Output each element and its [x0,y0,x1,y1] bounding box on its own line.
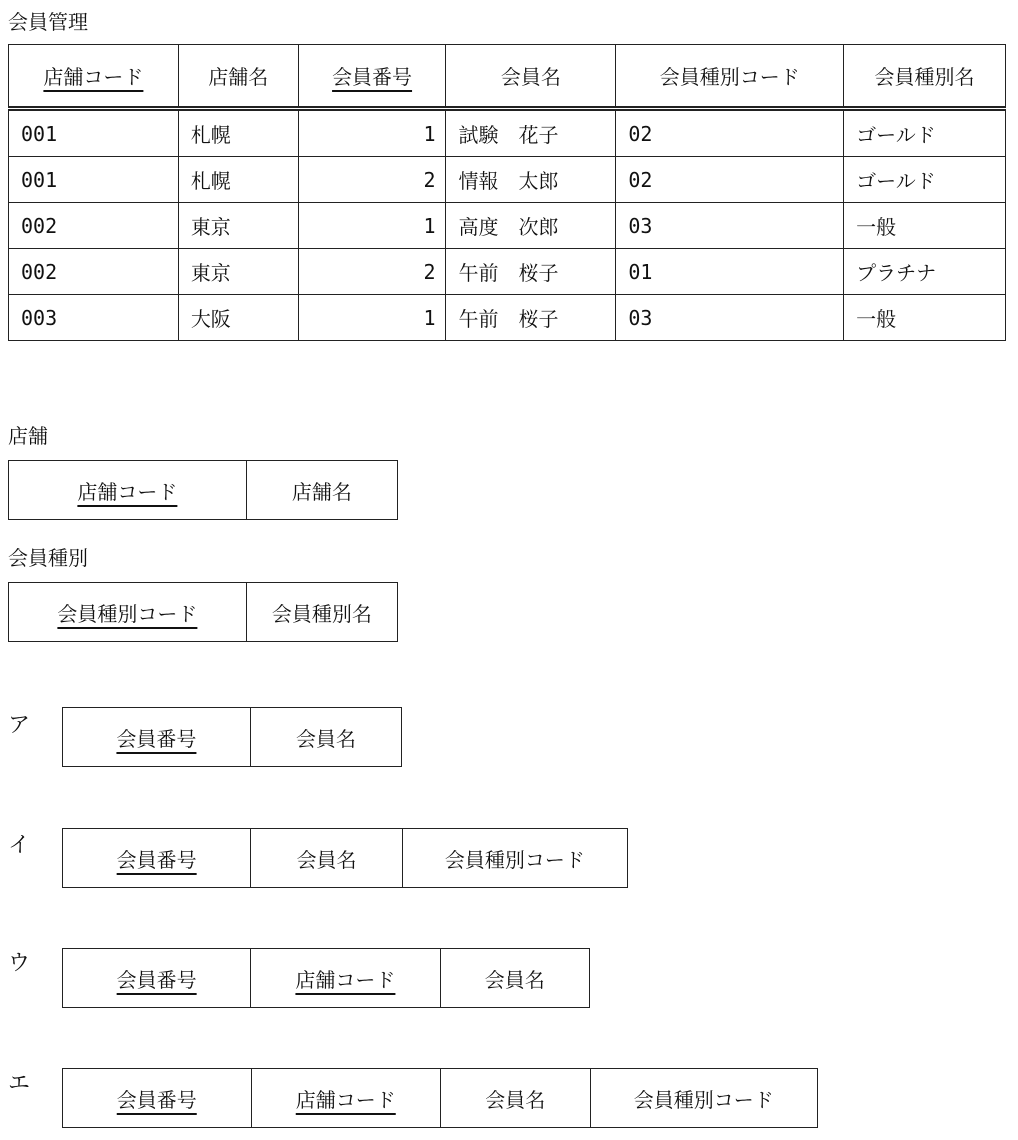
member-type-schema-code: 会員種別コード [57,601,198,626]
table-row [9,295,1006,341]
cell-member-number: 1 [298,295,446,341]
cell-member-type-code: 03 [616,295,844,341]
store-schema-store-name: 店舗名 [246,461,397,519]
cell-store-code: 001 [9,109,179,157]
cell-store-name: 東京 [178,249,298,295]
cell-member-number: 1 [298,203,446,249]
cell-store-name: 東京 [178,203,298,249]
header-member-type-code: 会員種別コード [616,45,844,109]
option-a-schema [62,707,402,767]
table-row [9,249,1006,295]
option-u-member-number: 会員番号 [116,967,197,992]
option-e-member-name: 会員名 [440,1069,590,1127]
option-i-schema [62,828,628,888]
option-i-member-type-code: 会員種別コード [402,829,627,887]
cell-store-code: 002 [9,249,179,295]
cell-member-number: 1 [298,109,446,157]
table-row [9,203,1006,249]
cell-member-type-name: 一般 [844,295,1006,341]
member-type-schema [8,582,398,642]
option-label-e: エ [8,1071,31,1096]
member-type-caption: 会員種別 [8,546,88,570]
cell-member-name: 午前 桜子 [446,249,616,295]
option-e-schema [62,1068,818,1128]
header-member-number: 会員番号 [298,45,446,109]
option-label-a: ア [8,713,31,738]
table-row [9,157,1006,203]
header-store-code: 店舗コード [9,45,179,109]
option-a-member-number: 会員番号 [116,726,197,751]
cell-store-code: 001 [9,157,179,203]
cell-member-type-code: 01 [616,249,844,295]
store-caption: 店舗 [8,424,48,448]
main-table-caption: 会員管理 [8,10,88,34]
cell-store-name: 札幌 [178,157,298,203]
header-member-name: 会員名 [446,45,616,109]
cell-member-name: 試験 花子 [446,109,616,157]
member-management-table [8,44,1006,341]
cell-member-number: 2 [298,249,446,295]
cell-store-code: 003 [9,295,179,341]
option-label-i: イ [8,833,31,858]
cell-member-type-code: 02 [616,109,844,157]
cell-store-name: 大阪 [178,295,298,341]
cell-store-name: 札幌 [178,109,298,157]
option-u-schema [62,948,590,1008]
option-i-member-number: 会員番号 [116,847,197,872]
option-u-member-name: 会員名 [440,949,589,1007]
cell-member-name: 情報 太郎 [446,157,616,203]
table-header-row [9,45,1006,109]
table-row [9,109,1006,157]
cell-member-name: 午前 桜子 [446,295,616,341]
cell-member-type-name: ゴールド [844,109,1006,157]
cell-member-number: 2 [298,157,446,203]
cell-member-type-name: プラチナ [844,249,1006,295]
option-label-u: ウ [8,951,31,976]
option-e-member-number: 会員番号 [116,1087,197,1112]
cell-member-type-code: 02 [616,157,844,203]
header-store-name: 店舗名 [178,45,298,109]
cell-member-type-code: 03 [616,203,844,249]
cell-member-type-name: ゴールド [844,157,1006,203]
store-schema [8,460,398,520]
cell-member-type-name: 一般 [844,203,1006,249]
header-member-type-name: 会員種別名 [844,45,1006,109]
cell-store-code: 002 [9,203,179,249]
option-e-store-code: 店舗コード [251,1069,441,1127]
option-i-member-name: 会員名 [250,829,401,887]
option-a-member-name: 会員名 [250,708,401,766]
cell-member-name: 高度 次郎 [446,203,616,249]
option-u-store-code: 店舗コード [250,949,439,1007]
store-schema-store-code: 店舗コード [77,479,178,504]
option-e-member-type-code: 会員種別コード [590,1069,817,1127]
member-type-schema-name: 会員種別名 [246,583,397,641]
